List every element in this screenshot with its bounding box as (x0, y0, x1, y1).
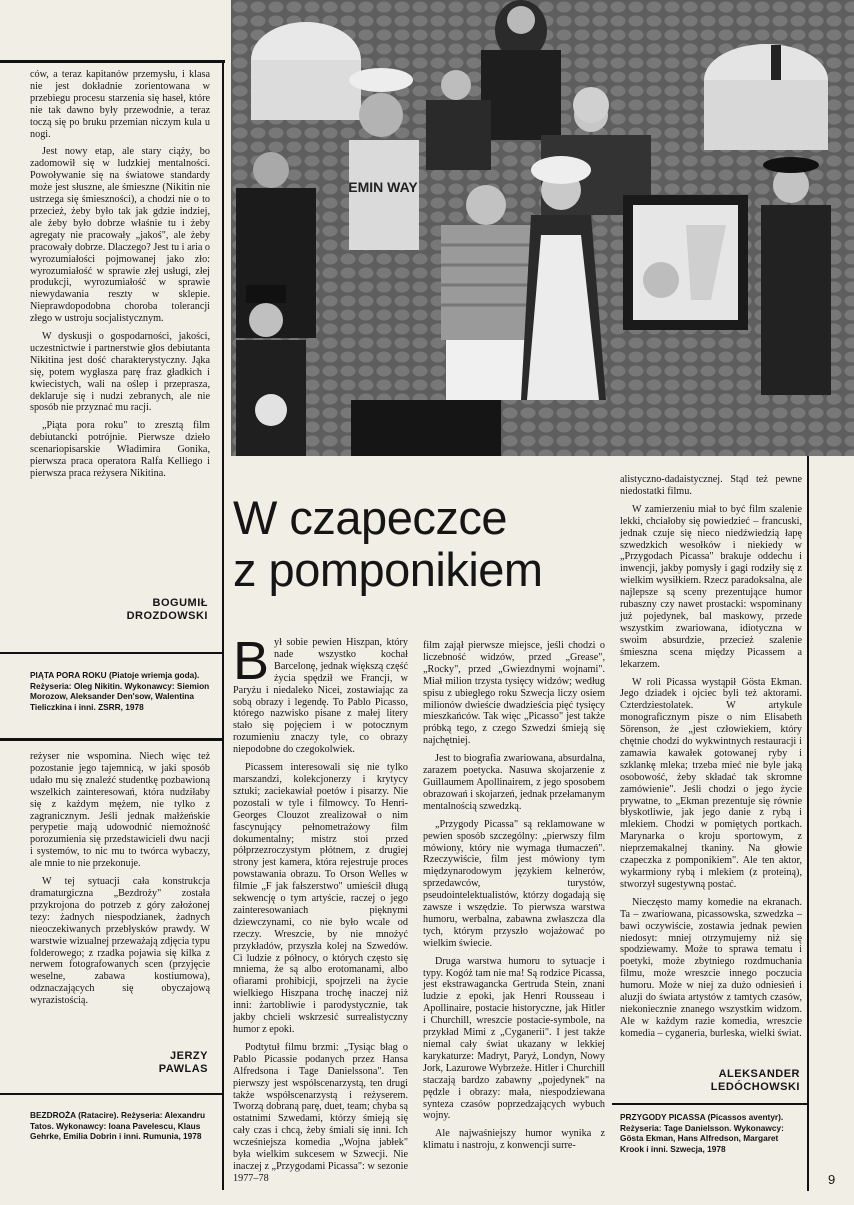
drop-cap: B (233, 631, 270, 691)
paragraph: W roli Picassa wystąpił Gösta Ekman. Jego dziadek i ojciec byli też aktorami. Czterdziestolatek. W artykule monograficznym pisze o nim Elisabeth Sörenson, że „jest człowiekiem, który chętnie chodzi do wykwintnych restauracji i zamawia kawałek gotowanej ryby i szklankę mleka; trzeba mieć nie byle jaką osobowość, żeby składać tak skromne zamówienie". Jeśli chodzi o jego życie prywatne, to „Ekman prezentuje się równie błyskotliwie, jak jego danie z rybą i mlekiem. Chodzi w pomiętych portkach. Marynarka o kroju sportowym, z nieprzemakalnej tkaniny. Na głowie czapeczka z pomponikiem". Ale ten aktor, wykarmiony rybą i mlekiem (z proteiną), stworzył sugestywną postać. (620, 676, 802, 890)
shirt-text: EMIN WAY (348, 179, 418, 195)
divider (0, 738, 224, 741)
top-left-rule (0, 60, 225, 63)
paragraph: ców, a teraz kapitanów przemysłu, i klasa nie jest dokładnie zorientowana w przebiegu procesu starzenia się haseł, które nie tak dawno były przewodnie, a teraz toczą się po bruku przemian niczym kula u nogi. (30, 69, 210, 140)
paragraph: Był sobie pewien Hiszpan, który nade wszystko kochał Barcelonę, jednak większą część życia spędził we Francji, w Paryżu i niedaleko Nicei, zostawiając za sobą obrazy i legendę. To Pablo Picasso, którego nazwisko pisane z małej litery stało się pojęciem i w potocznym rozumieniu znaczy tyle, co obrazy niepodobne do czegokolwiek. (233, 631, 408, 756)
paragraph: W zamierzeniu miał to być film szalenie lekki, chciałoby się powiedzieć – francuski, jednak czuje się nieco niedźwiedzią łapę szwedzkich wesołków i niekiedy w „Przygodach Picassa" brakuje oddechu i inwencji, jakby pomysły i gagi rodziły się z wielkim wysiłkiem. Rzecz paradoksalna, ale najlepsze są sceny prezentujące humor rubaszny czy nawet prostacki: wspominany już pojedynek, bal maskowy, przede wszystkim zwariowana, idiotyczna w swoim absurdzie, przecież szalenie śmieszna scena między Picassem a lekarzem. (620, 503, 802, 670)
cast-photo-illustration (231, 0, 854, 456)
main-article-column-2 (423, 640, 605, 1158)
paragraph: Jest to biografia zwariowana, absurdalna, zarazem poetycka. Nasuwa skojarzenie z Guillaumem Apollinairem, z jego sposobem obrazowań i skojarzeń, jednak przełamanym mentalnością szwedzką. (423, 753, 605, 812)
paragraph: Picassem interesowali się nie tylko marszandzi, kolekcjonerzy i krytycy sztuki; zaciekawiał poetów i pisarzy. Nie pozostali w tyle i filmowcy. To Henri-Georges Clouzot zrealizował o nim fascynujący pełnometrażowy film dokumentalny; mistrz stoi przed półprzezroczystym płótnem, z drugiej strony jest kamera, która rejestruje proces powstawania obrazu. To Orson Welles w filmie „F jak fałszerstwo" umieścił długą sekwencję o tym artyście, raczej o jego zainteresowaniach pięknymi dziewczynami, co nie było wcale od rzeczy. Wreszcie, by nie mnożyć przykładów, przyszła kolej na Szwedów. Ci ludzie z północy, o których często się mniema, że są albo erotomanami, albo ofiarami prohibicji, spojrzeli na życie wielkiego Hiszpana trochę inaczej niż inni: żartobliwie i parodystycznie, tak jakby chcieli wskrzesić surrealistyczny humor z epoki. (233, 762, 408, 1035)
headline-line: z pomponikiem (233, 543, 543, 596)
headline-line: W czapeczce (233, 491, 507, 544)
left-top-article (30, 69, 210, 486)
divider (0, 652, 224, 654)
author-signature: BOGUMIŁ DROZDOWSKI (126, 597, 208, 622)
paragraph: „Przygody Picassa" są reklamowane w pewien sposób szczególny: „pierwszy film mówiony, który nie wymaga tłumaczeń". Rzeczywiście, film jest mówiony tym międzynarodowym językiem kelnerów, sprzedawców, turystów, pseudointelektualistów, którzy dogadają się zawsze i wszędzie. To pierwsza warstwa humoru, werbalna, zabawna zwłaszcza dla tych, którym przyszło wojażować po wielkim świecie. (423, 818, 605, 949)
right-column-divider (807, 456, 809, 1191)
film-credits: BEZDROŻA (Ratacire). Reżyseria: Alexandru Tatos. Wykonawcy: Ioana Pavelescu, Klaus Gehrke, Emilia Dobrin i inni. Rumunia, 1978 (30, 1110, 206, 1141)
article-headline (233, 492, 618, 596)
paragraph: Ale najwaśniejszy humor wynika z klimatu i nastroju, z konwencji surre- (423, 1128, 605, 1152)
left-column-divider (222, 60, 224, 1190)
paragraph: Nieczęsto mamy komedie na ekranach. Ta – zwariowana, picassowska, szwedzka – bawi oczywiście, zostawia jednak pewien niedosyt: mniej otrzymujemy niż się spodziewamy. Może to sprawa tematu i poetyki, może zbytniego rozdmuchania filmu, może wreszcie innego poczucia humoru. Może w niej za dużo odniesień i aluzji do świata artystów z tamtych czasów, niekoniecznie znanego wszystkim widzom. Ale w każdym razie komedia, wreszcie komedia – cyganeria, burleska, wielki świat. (620, 896, 802, 1039)
author-signature: ALEKSANDER LEDÓCHOWSKI (710, 1068, 800, 1093)
paragraph: „Piąta pora roku" to zresztą film debiutancki potrójnie. Pierwsze dzieło scenariopisarskie Władimira Gonika, pierwsza praca operatora Ralfa Kelliego i pierwsza praca reżysera Nikitina. (30, 420, 210, 479)
paragraph: W dyskusji o gospodarności, jakości, uczestnictwie i partnerstwie głos debiutanta Nikitina jest dość charakterystyczny. Jąka się, potem wygłasza parę fraz gładkich i kwiecistych, wali na oślep i przeprasza, deklaruje się i nudzi zebranych, ale nie sposób nie przyznać mu racji. (30, 331, 210, 414)
divider (612, 1103, 808, 1105)
page-number: 9 (828, 1172, 836, 1187)
paragraph: reżyser nie wspomina. Niech więc też pozostanie jego tajemnicą, w jaki sposób udało mu się znaleźć studentkę pozbawioną wszelkich zainteresowań, która nudziłaby się z każdym mężem, nie tylko z zagranicznym. Jeśli jednak małżeńskie perypetie mają udowodnić niemożność porozumienia się przedstawicieli dwu nacji i systemów, to nic mu to twórca wybaczy, ale mnie to nie przekonuje. (30, 751, 210, 870)
divider (0, 1093, 224, 1095)
main-article-column-1 (233, 631, 408, 1191)
left-bottom-article (30, 751, 210, 1013)
film-credits: PRZYGODY PICASSA (Picassos aventyr). Reżyseria: Tage Danielsson. Wykonawcy: Gösta Ekman, Hans Alfredson, Margaret Krook i inni. Szwecja, 1978 (620, 1112, 784, 1154)
author-signature: JERZY PAWLAS (158, 1050, 208, 1075)
paragraph: Podtytuł filmu brzmi: „Tysiąc błag o Pablo Picassie podanych przez Hansa Alfredsona i Tage Danielssona". Ten pierwszy jest współscenarzystą, ten drugi także współscenarzystą i reżyserem. Tworzą dobraną parę, duet, team; chyba są ostatnimi Szwedami, którzy śmieją się cały czas i chcą, żeby śmiali się inni. Ich wcześniejsza komedia „Wojna jabłek" była wielkim sukcesem w Szwecji. Nie inaczej z „Przygodami Picassa": w sezonie 1977–78 (233, 1041, 408, 1184)
paragraph: Druga warstwa humoru to sytuacje i typy. Kogóż tam nie ma! Są rodzice Picassa, jest ekstrawagancka Gertruda Stein, znani ludzie z epoki, jak Henri Rousseau i Apollinaire, postacie historyczne, jak Hitler i Churchill, wreszcie postacie-symbole, na przykład Mimi z „Cyganerii". I jest także niemal cały świat ukazany w lekkiej karykaturze: Madryt, Paryż, Londyn, Nowy Jork, Lazurowe Wybrzeże. Hitler i Churchill staczają bardzo zabawny „pojedynek" na pędzle i obrazy: mała, niespodziewana synteza czasów poprzedzających wybuch wojny. (423, 955, 605, 1122)
paragraph: W tej sytuacji cała konstrukcja dramaturgiczna „Bezdroży" została przykrojona do potrzeb z góry założonej tezy: żadnych niespodzianek, żadnych nieoczekiwanych przebłysków prawdy. W warstwie wizualnej przeważają zdjęcia typu folderowego; z rzadka pojawia się kilka z nerwem fotografowanych scen (przyjęcie weselne, zabawa kostiumowa), odznaczających się obyczajową wyrazistością. (30, 876, 210, 1007)
paragraph: alistyczno-dadaistycznej. Stąd też pewne niedostatki filmu. (620, 474, 802, 497)
paragraph: Jest nowy etap, ale stary ciąży, bo zadomowił się w ludzkiej mentalności. Powoływanie się na światowe standardy może jest słuszne, ale śmieszne (Nikitin nie ustrzega się śmieszności), a chodzi nie o to przecież, żeby było tak jak gdzie indziej, ale żeby było dobrze właśnie tu i żeby agregaty nie pracowały „jakoś", ale żeby pracowały dobrze. Dlaczego? Jest tu i aria o wyrozumiałości pojmowanej jako zło: wyrozumiałość w sprawie złej usługi, złej produkcji, wyrozumiałość w sprawie niewydawania reszty w sklepie. Nieprawdopodobna choroba tolerancji złego w ustroju socjalistycznym. (30, 146, 210, 325)
main-article-column-3 (620, 474, 802, 1046)
film-still-photo (231, 0, 854, 456)
film-credits: PIĄTA PORA ROKU (Piatoje wriemja goda). Reżyseria: Oleg Nikitin. Wykonawcy: Siemion Morozow, Aleksander Den'sow, Walentina Tieliczkina i inni. ZSRR, 1978 (30, 670, 210, 712)
paragraph: film zajął pierwsze miejsce, jeśli chodzi o liczebność widzów, przed „Grease", „Rocky", przed „Gwiezdnymi wojnami". Miał milion trzysta tysięcy widzów; według spisu z ubiegłego roku Szwecja liczy osiem milionów dwieście dwadzieścia pięć tysięcy mieszkańców. Tak więc „Picasso" jest także próbką tego, z czego Szwedzi śmieją się najchętniej. (423, 640, 605, 747)
